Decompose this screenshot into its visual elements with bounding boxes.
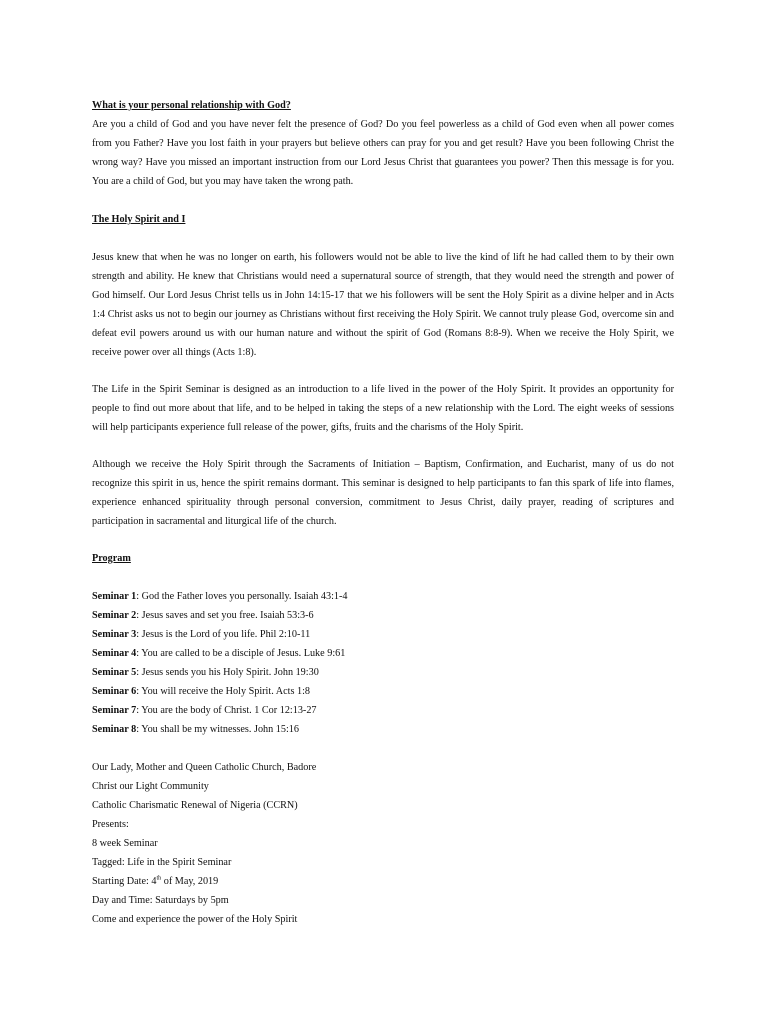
program-item-text: : God the Father loves you personally. Isaiah 43:1-4	[136, 591, 348, 602]
organization-name: Catholic Charismatic Renewal of Nigeria (CCRN)	[92, 800, 298, 811]
seminar-notice	[92, 758, 674, 929]
community-name: Christ our Light Community	[92, 781, 209, 792]
personal-relationship-heading: What is your personal relationship with God?	[92, 100, 291, 111]
program-item-label: Seminar 6	[92, 686, 137, 697]
program-item	[92, 720, 674, 739]
program-item-label: Seminar 1	[92, 591, 137, 602]
program-item	[92, 682, 674, 701]
seminar-duration: 8 week Seminar	[92, 838, 158, 849]
program-item-text: : Jesus sends you his Holy Spirit. John 19:30	[136, 667, 319, 678]
closing-invitation: Come and experience the power of the Holy Spirit	[92, 914, 298, 925]
program-item-text: : You will receive the Holy Spirit. Acts 1:8	[136, 686, 310, 697]
program-heading: Program	[92, 553, 131, 564]
program-item	[92, 606, 674, 625]
program-item-text: : Jesus is the Lord of you life. Phil 2:10-11	[136, 629, 311, 640]
section-spacer	[92, 739, 674, 758]
starting-date-suffix: of May, 2019	[161, 876, 219, 887]
program-item	[92, 663, 674, 682]
program-item	[92, 587, 674, 606]
document-body	[92, 96, 674, 929]
holy-spirit-paragraph-3: Although we receive the Holy Spirit through the Sacraments of Initiation – Baptism, Confirmation, and Eucharist, many of us do not recognize this spirit in us, hence the spirit remains dormant. This seminar is designed to help participants to fan this spark of life into flames, experience enhanced spirituality through personal conversion, commitment to Jesus Christ, daily prayer, reading of scriptures and participation in sacramental and liturgical life of the church.	[92, 459, 674, 527]
starting-date	[92, 872, 674, 891]
starting-date-prefix: Starting Date: 4	[92, 876, 157, 887]
program-item	[92, 644, 674, 663]
holy-spirit-paragraph-2: The Life in the Spirit Seminar is designed as an introduction to a life lived in the power of the Holy Spirit. It provides an opportunity for people to find out more about that life, and to be helped in taking the steps of a new relationship with the Lord. The eight weeks of sessions will help participants experience full release of the power, gifts, fruits and the charisms of the Holy Spirit.	[92, 384, 674, 433]
holy-spirit-heading: The Holy Spirit and I	[92, 214, 186, 225]
section-spacer	[92, 568, 674, 587]
paragraph-spacer	[92, 437, 674, 455]
program-item-text: : You are called to be a disciple of Jesus. Luke 9:61	[136, 648, 346, 659]
presents-label: Presents:	[92, 819, 129, 830]
paragraph-spacer	[92, 362, 674, 380]
program-item-text: : Jesus saves and set you free. Isaiah 53:3-6	[136, 610, 314, 621]
program-item-text: : You shall be my witnesses. John 15:16	[136, 724, 299, 735]
program-item-label: Seminar 8	[92, 724, 137, 735]
program-item-label: Seminar 5	[92, 667, 137, 678]
program-item	[92, 625, 674, 644]
day-and-time: Day and Time: Saturdays by 5pm	[92, 895, 229, 906]
program-item	[92, 701, 674, 720]
seminar-tag: Tagged: Life in the Spirit Seminar	[92, 857, 232, 868]
section-spacer	[92, 229, 674, 248]
program-item-label: Seminar 4	[92, 648, 137, 659]
program-item-label: Seminar 3	[92, 629, 137, 640]
section-spacer	[92, 191, 674, 210]
paragraph-spacer	[92, 531, 674, 549]
program-item-label: Seminar 2	[92, 610, 137, 621]
program-item-label: Seminar 7	[92, 705, 137, 716]
intro-paragraph: Are you a child of God and you have never felt the presence of God? Do you feel powerless as a child of God even when all power comes from you Father? Have you lost faith in your prayers but believe others can pray for you and get result? Have you been following Christ the wrong way? Have you missed an important instruction from our Lord Jesus Christ that guarantees you power? Then this message is for you. You are a child of God, but you may have taken the wrong path.	[92, 119, 674, 187]
starting-date-superscript: th	[156, 875, 162, 882]
holy-spirit-paragraph-1: Jesus knew that when he was no longer on earth, his followers would not be able to live the kind of lift he had called them to by their own strength and ability. He knew that Christians would need a supernatural source of strength, that they would need the strength and power of God himself. Our Lord Jesus Christ tells us in John 14:15-17 that we his followers will be sent the Holy Spirit as a divine helper and in Acts 1:4 Christ asks us not to begin our journey as Christians without first receiving the Holy Spirit. We cannot truly please God, overcome sin and defeat evil powers around us with our human nature and without the spirit of God (Romans 8:8-9). When we receive the Holy Spirit, we receive power over all things (Acts 1:8).	[92, 252, 674, 358]
program-list	[92, 587, 674, 739]
program-item-text: : You are the body of Christ. 1 Cor 12:13-27	[136, 705, 317, 716]
church-name: Our Lady, Mother and Queen Catholic Church, Badore	[92, 762, 317, 773]
